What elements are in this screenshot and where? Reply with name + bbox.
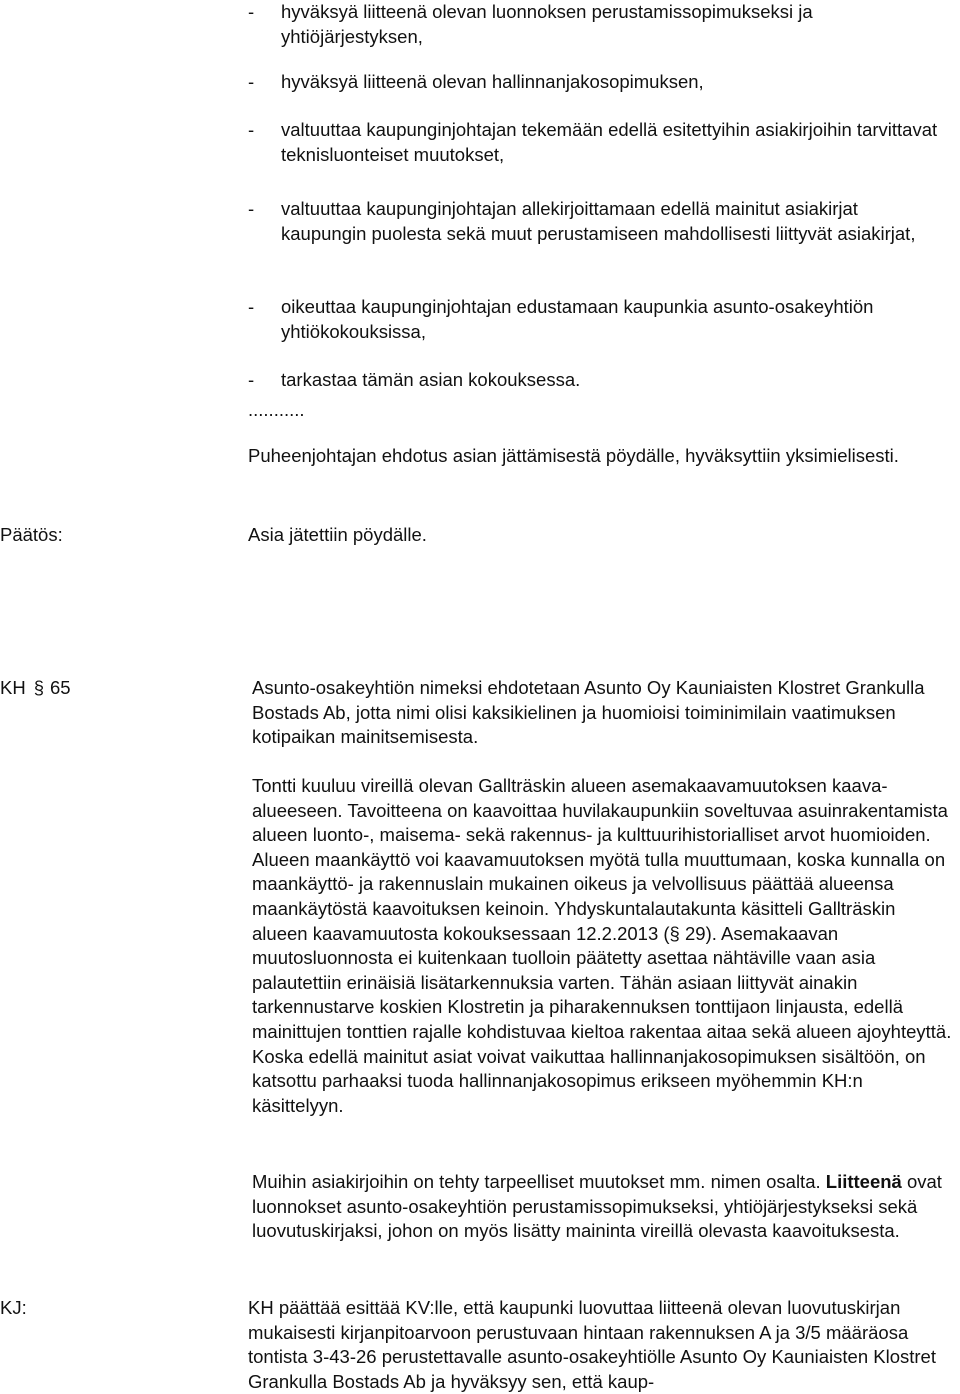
- list-dash: -: [248, 71, 255, 92]
- decision-label: Päätös:: [0, 524, 63, 545]
- list-item: [248, 0, 948, 49]
- list-dash: -: [248, 119, 255, 140]
- decision-text: Asia jätettiin pöydälle.: [248, 524, 427, 545]
- paragraph-attachments-text: Muihin asiakirjoihin on tehty tarpeelliset muutokset mm. nimen osalta.: [252, 1171, 826, 1192]
- list-item: [248, 368, 948, 393]
- paragraph-attachments: [252, 1170, 954, 1244]
- ellipsis-line: ...........: [248, 399, 305, 420]
- list-item-text: valtuuttaa kaupunginjohtajan tekemään edellä esitettyihin asiakirjoihin tarvittavat teknisluonteiset muutokset,: [281, 119, 938, 165]
- list-item: [248, 295, 948, 344]
- list-item-text: hyväksyä liitteenä olevan luonnoksen perustamissopimukseksi ja yhtiöjärjestyksen,: [281, 1, 813, 47]
- kj-label: KJ:: [0, 1297, 27, 1318]
- paragraph-company-name: Asunto-osakeyhtiön nimeksi ehdotetaan Asunto Oy Kauniaisten Klostret Grankulla Bostads Ab, jotta nimi olisi kaksikielinen ja huomioisi toiminimilain vaatimuksen kotipaikan mainitsemisesta.: [252, 677, 925, 748]
- section-heading: [0, 676, 71, 700]
- list-dash: -: [248, 198, 255, 219]
- list-item: [248, 197, 948, 246]
- section-symbol: §: [33, 677, 44, 698]
- list-dash: -: [248, 1, 255, 22]
- list-dash: -: [248, 369, 255, 390]
- list-item: [248, 118, 948, 167]
- list-item-text: valtuuttaa kaupunginjohtajan allekirjoittamaan edellä mainitut asiakirjat kaupungin puolesta sekä muut perustamiseen mahdollisesti liittyvät asiakirjat,: [281, 198, 916, 244]
- chair-proposal: Puheenjohtajan ehdotus asian jättämisestä pöydälle, hyväksyttiin yksimielisesti.: [248, 445, 899, 466]
- list-item-text: tarkastaa tämän asian kokouksessa.: [281, 369, 581, 390]
- list-item-text: oikeuttaa kaupunginjohtajan edustamaan kaupunkia asunto-osakeyhtiön yhtiökokouksissa,: [281, 296, 874, 342]
- paragraph-attachments-rest: ovat luonnokset asunto-osakeyhtiön perustamissopimukseksi, yhtiöjärjestykseksi sekä luovutuskirjaksi, johon on myös lisätty maininta vireillä olevasta kaavoituksesta.: [252, 1171, 942, 1242]
- section-number: 65: [50, 677, 71, 698]
- section-prefix: KH: [0, 677, 26, 698]
- list-item-text: hyväksyä liitteenä olevan hallinnanjakosopimuksen,: [281, 71, 704, 92]
- attachment-keyword: Liitteenä: [825, 1171, 902, 1192]
- list-item: [248, 70, 948, 95]
- paragraph-zoning: Tontti kuuluu vireillä olevan Gallträskin alueen asemakaavamuutoksen kaava-alueeseen. Tavoitteena on kaavoittaa huvilakaupunkiin soveltuvaa asuinrakentamista alueen luonto-, maisema- sekä rakennus- ja kulttuurihistorialliset arvot huomioiden. Alueen maankäyttö voi kaavamuutoksen myötä tulla muuttumaan, koska kunnalla on maankäyttö- ja rakennuslain mukainen oikeus ja velvollisuus päättää alueensa maankäytöstä kaavoituksen keinoin. Yhdyskuntalautakunta käsitteli Gallträskin alueen kaavamuutosta kokouksessaan 12.2.2013 (§ 29). Asemakaavan muutosluonnosta ei kuitenkaan tuolloin päätetty asettaa nähtäville vaan asia palautettiin erinäisiä lisätarkennuksia varten. Tähän asiaan liittyvät ainakin tarkennustarve koskien Klostretin ja piharakennuksen tonttijaon linjausta, edellä mainittujen tonttien rajalle kohdistuvaa kieltoa rakentaa aitaa sekä alueen ajoyhteyttä. Koska edellä mainitut asiat voivat vaikuttaa hallinnanjakosopimuksen sisältöön, on katsottu parhaaksi tuoda hallinnanjakosopimus erikseen myöhemmin KH:n käsittelyyn.: [252, 775, 952, 1116]
- kj-proposal: KH päättää esittää KV:lle, että kaupunki luovuttaa liitteenä olevan luovutuskirjan mukaisesti kirjanpitoarvoon perustuvaan hintaan rakennuksen A ja 3/5 määräosa tontista 3-43-26 perustettavalle asunto-osakeyhtiölle Asunto Oy Kauniaisten Klostret Grankulla Bostads Ab ja hyväksyy sen, että kaup-: [248, 1297, 936, 1392]
- list-dash: -: [248, 296, 255, 317]
